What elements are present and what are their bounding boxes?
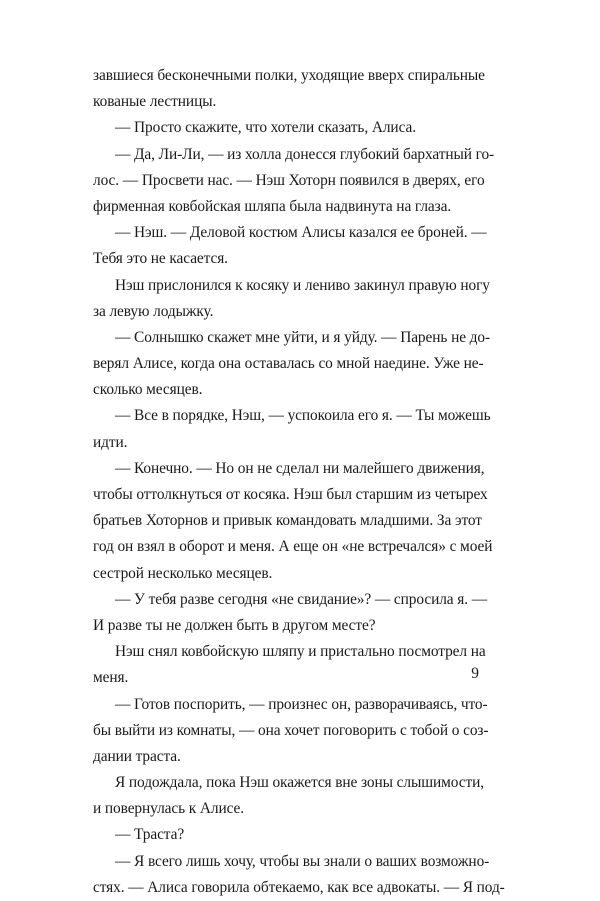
text-line: — Я всего лишь хочу, чтобы вы знали о ваших возможно- xyxy=(115,852,490,870)
body-text xyxy=(93,63,505,901)
text-line: — Солнышко скажет мне уйти, и я уйду. — Парень не до- xyxy=(115,328,491,346)
text-line: — Все в порядке, Нэш, — успокоила его я. — Ты можешь xyxy=(115,407,491,425)
text-line: — Конечно. — Но он не сделал ни малейшего движения, xyxy=(115,459,485,477)
text-line: чтобы оттолкнуться от косяка. Нэш был старшим из четырех xyxy=(93,486,488,503)
text-line: Нэш снял ковбойскую шляпу и пристально посмотрел на xyxy=(115,643,486,661)
text-line: фирменная ковбойская шляпа была надвинута на глаза. xyxy=(93,197,452,215)
text-line: бы выйти из комнаты, — она хочет поговорить с тобой о соз- xyxy=(93,721,489,739)
text-line: братьев Хоторнов и привык командовать младшими. За этот xyxy=(93,512,482,530)
text-line: — Просто скажите, что хотели сказать, Алиса. xyxy=(115,119,416,137)
text-line: дании траста. xyxy=(93,747,181,765)
text-line: Я подождала, пока Нэш окажется вне зоны слышимости, xyxy=(115,774,484,792)
text-line: Нэш прислонился к косяку и лениво закинул правую ногу xyxy=(115,276,490,294)
text-line: кованые лестницы. xyxy=(93,93,217,111)
text-line: И разве ты не должен быть в другом месте? xyxy=(93,616,376,634)
text-line: — Да, Ли-Ли, — из холла донесся глубокий бархатный го- xyxy=(115,145,495,163)
text-line: — Готов поспорить, — произнес он, разворачиваясь, что- xyxy=(115,695,488,713)
text-line: стях. — Алиса говорила обтекаемо, как все адвокаты. — Я под- xyxy=(93,878,505,896)
text-line: лос. — Просвети нас. — Нэш Хоторн появился в дверях, его xyxy=(93,171,485,189)
text-line: сестрой несколько месяцев. xyxy=(93,564,273,582)
text-line: верял Алисе, когда она оставалась со мной наедине. Уже не- xyxy=(93,355,484,373)
page-number: 9 xyxy=(471,665,479,682)
text-line: год он взял в оборот и меня. А еще он «не встречался» с моей xyxy=(93,538,493,556)
text-line: — Траста? xyxy=(115,826,185,844)
text-line: сколько месяцев. xyxy=(93,381,203,399)
text-line: меня. xyxy=(93,669,129,687)
text-line: Тебя это не касается. xyxy=(93,250,228,268)
text-line: за левую лодыжку. xyxy=(93,302,214,320)
text-line: и повернулась к Алисе. xyxy=(93,800,245,818)
text-line: — Нэш. — Деловой костюм Алисы казался ее броней. — xyxy=(115,224,487,242)
text-line: завшиеся бесконечными полки, уходящие вверх спиральные xyxy=(93,67,485,84)
text-line: идти. xyxy=(93,433,128,451)
text-line: — У тебя разве сегодня «не свидание»? — спросила я. — xyxy=(115,590,488,608)
